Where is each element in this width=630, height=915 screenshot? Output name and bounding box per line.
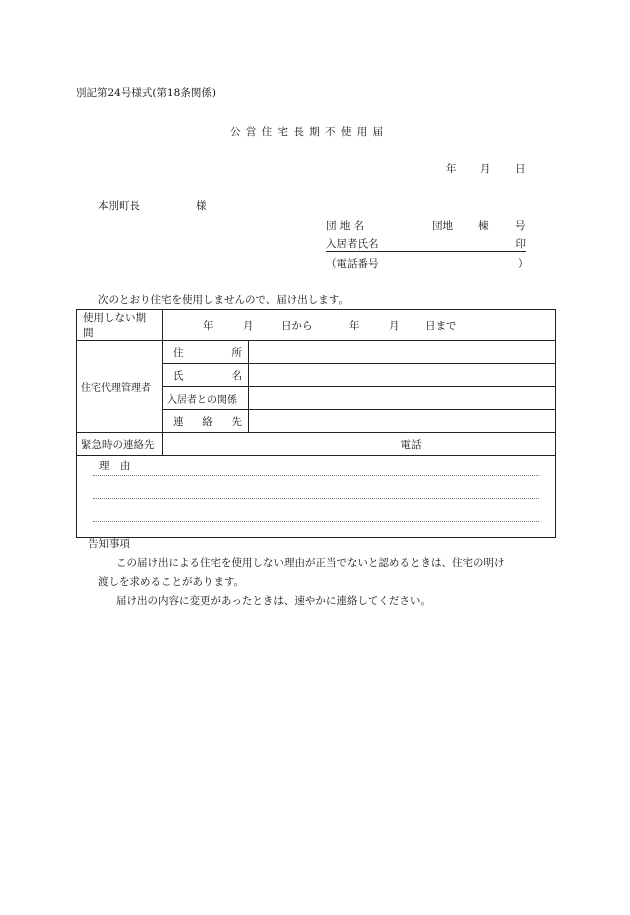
resident-name-field[interactable] [326,236,526,252]
danchi-name-label: 団 地 名 [326,220,365,232]
agent-name-field[interactable] [249,364,556,387]
building-label: 棟 [478,220,489,232]
notice-line-2: 渡しを求めることがあります。 [98,576,245,588]
agent-contact-label [163,410,249,433]
emergency-field[interactable] [163,433,556,456]
period-row [77,310,556,341]
agent-label: 住宅代理管理者 [77,341,163,433]
contact-char-2: 絡 [202,415,213,428]
resident-name-label: 入居者氏名 [326,238,379,250]
emergency-label: 緊急時の連絡先 [77,433,163,456]
period-from-month: 月 [243,319,254,332]
phone-close: ） [518,258,529,270]
seal-label: 印 [515,238,526,250]
form-reference: 別記第24号様式(第18条関係) [76,87,216,99]
address-char-2: 所 [231,346,242,359]
agent-relation-field[interactable] [249,387,556,410]
name-char-2: 名 [231,369,242,382]
reason-row [77,456,556,538]
reason-line-3 [93,499,539,522]
reason-field[interactable] [77,456,556,538]
period-label: 使用しない期間 [77,310,163,341]
date-month-label: 月 [480,163,491,175]
unit-label: 号 [515,220,526,232]
agent-name-label [163,364,249,387]
relation-label: 入居者との関係 [163,387,249,410]
contact-char-1: 連 [173,415,184,428]
agent-contact-field[interactable] [249,410,556,433]
contact-char-3: 先 [231,415,242,428]
notice-line-1: この届け出による住宅を使用しない理由が正当でないと認めるときは、住宅の明け [116,557,505,569]
agent-address-field[interactable] [249,341,556,364]
notice-heading: 告知事項 [88,538,130,550]
agent-address-label [163,341,249,364]
period-from-day: 日から [281,319,313,332]
notice-line-3: 届け出の内容に変更があったときは、速やかに連絡してください。 [116,595,431,607]
period-field[interactable] [163,310,556,341]
period-to-day: 日まで [425,319,457,332]
danchi-suffix: 団地 [432,220,453,232]
address-char-1: 住 [173,346,184,359]
period-from-year: 年 [203,319,214,332]
agent-address-row [77,341,556,364]
intro-text: 次のとおり住宅を使用しませんので、届け出します。 [98,294,349,306]
name-char-1: 氏 [173,369,184,382]
emergency-row [77,433,556,456]
date-year-label: 年 [446,163,457,175]
period-to-year: 年 [349,319,360,332]
emergency-phone-label: 電話 [400,438,422,451]
phone-label: （電話番号 [326,258,379,270]
date-day-label: 日 [515,163,526,175]
document-title: 公 営 住 宅 長 期 不 使 用 届 [230,126,384,138]
addressee-honorific: 様 [196,200,207,212]
period-to-month: 月 [389,319,400,332]
addressee-name: 本別町長 [98,200,140,212]
reason-line-2 [93,476,539,499]
reason-label: 理 由 [99,460,131,472]
form-table [76,309,556,538]
